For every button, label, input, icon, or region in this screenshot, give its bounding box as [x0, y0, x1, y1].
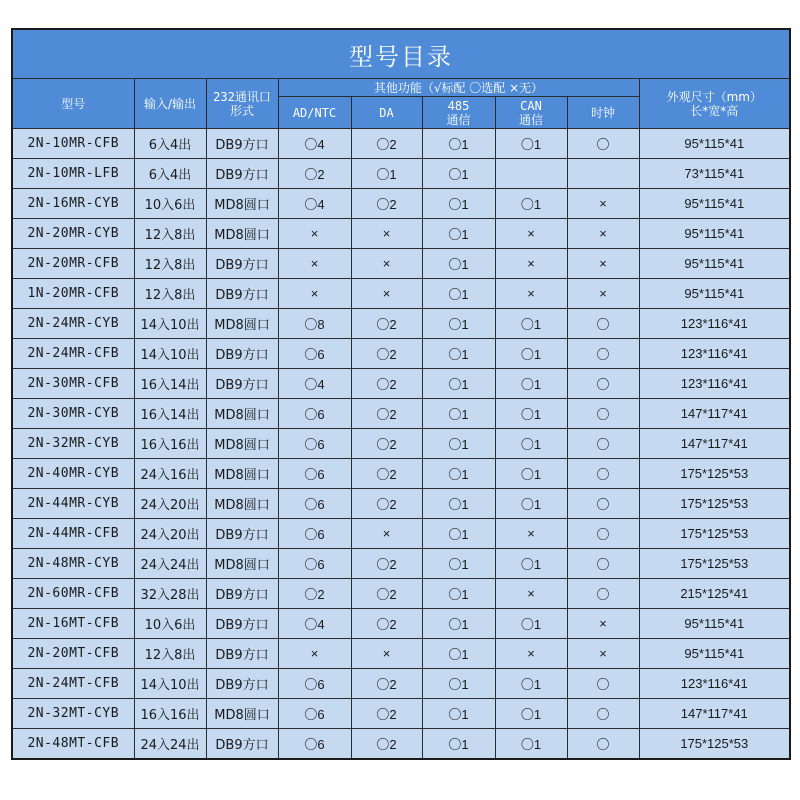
cell-ad-ntc: 〇4: [278, 369, 351, 399]
cell-model: 2N-16MR-CYB: [12, 189, 134, 219]
cell-485: 〇1: [422, 729, 495, 760]
header-port: [206, 79, 278, 129]
cell-port: DB9方口: [206, 519, 278, 549]
cell-can: 〇1: [495, 369, 567, 399]
cell-clock: 〇: [567, 399, 639, 429]
header-model: 型号: [12, 79, 134, 129]
cell-size: 147*117*41: [639, 699, 790, 729]
header-size: [639, 79, 790, 129]
cell-size: 95*115*41: [639, 219, 790, 249]
cell-clock: [567, 159, 639, 189]
cell-size: 95*115*41: [639, 249, 790, 279]
cell-model: 2N-20MR-CFB: [12, 249, 134, 279]
cell-485: 〇1: [422, 339, 495, 369]
cell-model: 2N-10MR-CFB: [12, 129, 134, 159]
header-size-line1: 外观尺寸（mm）: [666, 89, 762, 104]
cell-model: 2N-48MR-CYB: [12, 549, 134, 579]
cell-485: 〇1: [422, 369, 495, 399]
cell-clock: 〇: [567, 339, 639, 369]
cell-can: ×: [495, 219, 567, 249]
cell-485: 〇1: [422, 459, 495, 489]
table-body: [12, 129, 790, 760]
cell-model: 2N-40MR-CYB: [12, 459, 134, 489]
table-title: 型号目录: [12, 29, 790, 79]
cell-model: 2N-44MR-CYB: [12, 489, 134, 519]
cell-size: 95*115*41: [639, 639, 790, 669]
cell-clock: 〇: [567, 729, 639, 760]
cell-485: 〇1: [422, 549, 495, 579]
cell-io: 24入24出: [134, 549, 206, 579]
cell-485: 〇1: [422, 219, 495, 249]
cell-can: 〇1: [495, 489, 567, 519]
cell-io: 16入14出: [134, 399, 206, 429]
cell-can: 〇1: [495, 339, 567, 369]
cell-port: MD8圆口: [206, 219, 278, 249]
cell-ad-ntc: ×: [278, 219, 351, 249]
header-can: [495, 97, 567, 129]
cell-can: ×: [495, 279, 567, 309]
cell-model: 2N-20MR-CYB: [12, 219, 134, 249]
cell-da: 〇2: [351, 699, 422, 729]
cell-da: 〇2: [351, 189, 422, 219]
cell-485: 〇1: [422, 579, 495, 609]
cell-485: 〇1: [422, 519, 495, 549]
cell-port: MD8圆口: [206, 429, 278, 459]
cell-size: 95*115*41: [639, 609, 790, 639]
cell-port: DB9方口: [206, 339, 278, 369]
cell-ad-ntc: ×: [278, 249, 351, 279]
cell-io: 12入8出: [134, 279, 206, 309]
cell-clock: 〇: [567, 579, 639, 609]
cell-clock: 〇: [567, 699, 639, 729]
cell-can: 〇1: [495, 729, 567, 760]
cell-can: 〇1: [495, 189, 567, 219]
cell-da: 〇1: [351, 159, 422, 189]
cell-port: DB9方口: [206, 159, 278, 189]
table-row: [12, 129, 790, 159]
header-port-line1: 232通讯口: [213, 89, 271, 104]
cell-size: 175*125*53: [639, 459, 790, 489]
cell-model: 2N-60MR-CFB: [12, 579, 134, 609]
cell-size: 95*115*41: [639, 279, 790, 309]
header-clock: 时钟: [567, 97, 639, 129]
cell-io: 12入8出: [134, 639, 206, 669]
cell-model: 2N-20MT-CFB: [12, 639, 134, 669]
table-row: [12, 549, 790, 579]
cell-da: 〇2: [351, 459, 422, 489]
header-io: 输入/输出: [134, 79, 206, 129]
cell-da: 〇2: [351, 399, 422, 429]
table-row: [12, 309, 790, 339]
cell-io: 12入8出: [134, 219, 206, 249]
cell-model: 2N-32MR-CYB: [12, 429, 134, 459]
cell-size: 123*116*41: [639, 669, 790, 699]
table-row: [12, 699, 790, 729]
cell-io: 6入4出: [134, 129, 206, 159]
cell-port: DB9方口: [206, 129, 278, 159]
cell-da: 〇2: [351, 549, 422, 579]
cell-clock: ×: [567, 609, 639, 639]
cell-clock: 〇: [567, 369, 639, 399]
cell-size: 95*115*41: [639, 129, 790, 159]
cell-can: ×: [495, 249, 567, 279]
cell-clock: 〇: [567, 309, 639, 339]
cell-can: 〇1: [495, 669, 567, 699]
cell-485: 〇1: [422, 279, 495, 309]
cell-da: 〇2: [351, 579, 422, 609]
header-da: DA: [351, 97, 422, 129]
header-can-line2: 通信: [518, 112, 543, 127]
cell-da: 〇2: [351, 429, 422, 459]
cell-size: 73*115*41: [639, 159, 790, 189]
cell-da: 〇2: [351, 729, 422, 760]
cell-da: ×: [351, 519, 422, 549]
cell-model: 2N-24MT-CFB: [12, 669, 134, 699]
cell-model: 2N-24MR-CFB: [12, 339, 134, 369]
cell-ad-ntc: 〇6: [278, 429, 351, 459]
cell-ad-ntc: ×: [278, 639, 351, 669]
table-row: [12, 609, 790, 639]
cell-io: 24入20出: [134, 519, 206, 549]
cell-da: 〇2: [351, 609, 422, 639]
cell-can: 〇1: [495, 129, 567, 159]
cell-da: 〇2: [351, 489, 422, 519]
cell-485: 〇1: [422, 699, 495, 729]
cell-485: 〇1: [422, 429, 495, 459]
cell-model: 2N-30MR-CFB: [12, 369, 134, 399]
cell-clock: 〇: [567, 549, 639, 579]
cell-size: 95*115*41: [639, 189, 790, 219]
cell-port: DB9方口: [206, 609, 278, 639]
cell-port: DB9方口: [206, 279, 278, 309]
cell-ad-ntc: 〇6: [278, 459, 351, 489]
cell-can: 〇1: [495, 609, 567, 639]
cell-485: 〇1: [422, 669, 495, 699]
cell-clock: ×: [567, 219, 639, 249]
table-row: [12, 669, 790, 699]
cell-485: 〇1: [422, 309, 495, 339]
cell-size: 175*125*53: [639, 549, 790, 579]
cell-io: 12入8出: [134, 249, 206, 279]
cell-port: MD8圆口: [206, 459, 278, 489]
table-row: [12, 579, 790, 609]
cell-port: DB9方口: [206, 669, 278, 699]
header-size-line2: 长*宽*高: [690, 103, 739, 118]
cell-485: 〇1: [422, 249, 495, 279]
cell-can: 〇1: [495, 399, 567, 429]
cell-ad-ntc: 〇6: [278, 699, 351, 729]
table-row: [12, 729, 790, 760]
cell-size: 215*125*41: [639, 579, 790, 609]
cell-485: 〇1: [422, 159, 495, 189]
cell-size: 147*117*41: [639, 429, 790, 459]
cell-can: 〇1: [495, 309, 567, 339]
cell-port: DB9方口: [206, 579, 278, 609]
cell-can: ×: [495, 519, 567, 549]
header-485-line1: 485: [447, 98, 470, 113]
cell-da: ×: [351, 249, 422, 279]
model-catalog-table: [11, 28, 791, 760]
header-port-line2: 形式: [229, 103, 254, 118]
cell-ad-ntc: 〇6: [278, 729, 351, 760]
cell-model: 2N-16MT-CFB: [12, 609, 134, 639]
cell-ad-ntc: ×: [278, 279, 351, 309]
header-485-line2: 通信: [446, 112, 471, 127]
cell-clock: ×: [567, 249, 639, 279]
cell-ad-ntc: 〇6: [278, 519, 351, 549]
cell-io: 14入10出: [134, 669, 206, 699]
cell-model: 2N-30MR-CYB: [12, 399, 134, 429]
header-functions-group: 其他功能（√标配 〇选配 ×无）: [278, 79, 639, 97]
header-ad-ntc: AD/NTC: [278, 97, 351, 129]
cell-da: ×: [351, 639, 422, 669]
cell-485: 〇1: [422, 129, 495, 159]
cell-clock: 〇: [567, 129, 639, 159]
cell-io: 32入28出: [134, 579, 206, 609]
cell-clock: ×: [567, 189, 639, 219]
cell-ad-ntc: 〇2: [278, 159, 351, 189]
cell-clock: 〇: [567, 519, 639, 549]
cell-size: 175*125*53: [639, 519, 790, 549]
cell-can: 〇1: [495, 459, 567, 489]
cell-clock: ×: [567, 279, 639, 309]
cell-io: 24入16出: [134, 459, 206, 489]
cell-io: 16入16出: [134, 429, 206, 459]
cell-485: 〇1: [422, 639, 495, 669]
table-row: [12, 339, 790, 369]
cell-io: 14入10出: [134, 309, 206, 339]
cell-port: MD8圆口: [206, 309, 278, 339]
cell-size: 123*116*41: [639, 309, 790, 339]
cell-port: DB9方口: [206, 249, 278, 279]
cell-io: 10入6出: [134, 189, 206, 219]
cell-can: ×: [495, 579, 567, 609]
cell-io: 10入6出: [134, 609, 206, 639]
cell-port: MD8圆口: [206, 399, 278, 429]
cell-da: 〇2: [351, 369, 422, 399]
cell-port: DB9方口: [206, 729, 278, 760]
cell-ad-ntc: 〇4: [278, 129, 351, 159]
cell-clock: 〇: [567, 669, 639, 699]
cell-io: 16入16出: [134, 699, 206, 729]
cell-port: DB9方口: [206, 369, 278, 399]
cell-model: 2N-48MT-CFB: [12, 729, 134, 760]
cell-size: 123*116*41: [639, 369, 790, 399]
cell-io: 14入10出: [134, 339, 206, 369]
cell-ad-ntc: 〇2: [278, 579, 351, 609]
table-row: [12, 249, 790, 279]
cell-model: 1N-20MR-CFB: [12, 279, 134, 309]
header-485: [422, 97, 495, 129]
cell-clock: 〇: [567, 429, 639, 459]
cell-io: 16入14出: [134, 369, 206, 399]
cell-can: [495, 159, 567, 189]
cell-da: 〇2: [351, 339, 422, 369]
cell-clock: 〇: [567, 489, 639, 519]
table-row: [12, 519, 790, 549]
cell-model: 2N-24MR-CYB: [12, 309, 134, 339]
cell-da: ×: [351, 279, 422, 309]
cell-485: 〇1: [422, 399, 495, 429]
cell-ad-ntc: 〇8: [278, 309, 351, 339]
cell-model: 2N-32MT-CYB: [12, 699, 134, 729]
cell-model: 2N-10MR-LFB: [12, 159, 134, 189]
cell-da: 〇2: [351, 309, 422, 339]
cell-can: ×: [495, 639, 567, 669]
cell-size: 175*125*53: [639, 729, 790, 760]
table-row: [12, 639, 790, 669]
cell-io: 24入20出: [134, 489, 206, 519]
cell-ad-ntc: 〇4: [278, 609, 351, 639]
table-row: [12, 159, 790, 189]
cell-485: 〇1: [422, 489, 495, 519]
cell-model: 2N-44MR-CFB: [12, 519, 134, 549]
cell-da: ×: [351, 219, 422, 249]
cell-can: 〇1: [495, 699, 567, 729]
table-row: [12, 399, 790, 429]
cell-io: 24入24出: [134, 729, 206, 760]
cell-clock: 〇: [567, 459, 639, 489]
table-row: [12, 219, 790, 249]
cell-port: MD8圆口: [206, 699, 278, 729]
cell-port: MD8圆口: [206, 489, 278, 519]
cell-da: 〇2: [351, 129, 422, 159]
table-row: [12, 489, 790, 519]
table-row: [12, 429, 790, 459]
cell-clock: ×: [567, 639, 639, 669]
cell-can: 〇1: [495, 549, 567, 579]
cell-ad-ntc: 〇4: [278, 189, 351, 219]
cell-size: 147*117*41: [639, 399, 790, 429]
cell-size: 123*116*41: [639, 339, 790, 369]
cell-port: MD8圆口: [206, 189, 278, 219]
header-can-line1: CAN: [520, 98, 542, 113]
cell-ad-ntc: 〇6: [278, 339, 351, 369]
cell-size: 175*125*53: [639, 489, 790, 519]
cell-ad-ntc: 〇6: [278, 489, 351, 519]
cell-ad-ntc: 〇6: [278, 399, 351, 429]
cell-485: 〇1: [422, 609, 495, 639]
table-row: [12, 279, 790, 309]
cell-da: 〇2: [351, 669, 422, 699]
cell-io: 6入4出: [134, 159, 206, 189]
cell-can: 〇1: [495, 429, 567, 459]
table-row: [12, 459, 790, 489]
cell-ad-ntc: 〇6: [278, 669, 351, 699]
cell-485: 〇1: [422, 189, 495, 219]
cell-ad-ntc: 〇6: [278, 549, 351, 579]
cell-port: DB9方口: [206, 639, 278, 669]
table-row: [12, 369, 790, 399]
table-row: [12, 189, 790, 219]
cell-port: MD8圆口: [206, 549, 278, 579]
